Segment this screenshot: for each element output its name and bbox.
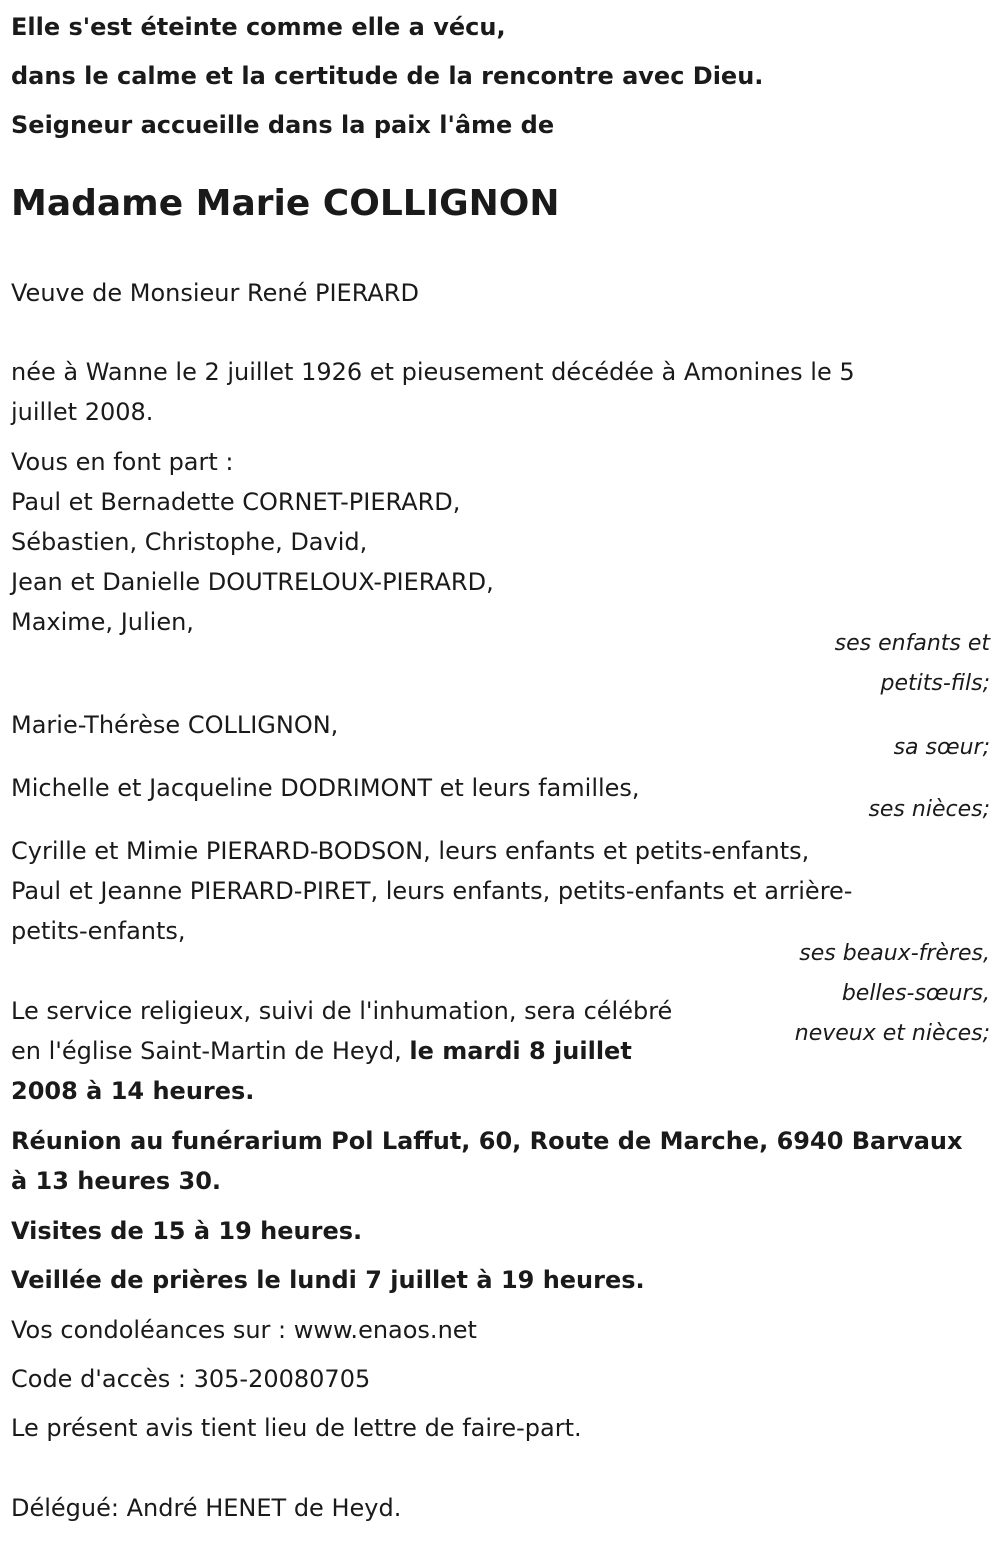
- inlaws-line-2: Paul et Jeanne PIERARD-PIRET, leurs enfants, petits-enfants et arrière-: [11, 877, 853, 905]
- inlaws-relation-1: ses beaux-frères,: [799, 941, 990, 966]
- inlaws-relation-2: belles-sœurs,: [841, 981, 990, 1006]
- inlaws-line-1: Cyrille et Mimie PIERARD-BODSON, leurs enfants et petits-enfants,: [11, 837, 810, 865]
- sister-relation: sa sœur;: [893, 735, 990, 760]
- nieces-relation: ses nièces;: [868, 797, 990, 822]
- inlaws-line-3: petits-enfants,: [11, 917, 186, 945]
- sister-line: Marie-Thérèse COLLIGNON,: [11, 711, 339, 739]
- children-relation-2: petits-fils;: [880, 671, 990, 696]
- service-church: en l'église Saint-Martin de Heyd,: [11, 1037, 410, 1065]
- children-line-1: Paul et Bernadette CORNET-PIERARD,: [11, 488, 461, 516]
- service-line-1: Le service religieux, suivi de l'inhumation, sera célébré: [11, 997, 673, 1025]
- service-date: le mardi 8 juillet: [409, 1037, 632, 1065]
- deceased-name: Madame Marie COLLIGNON: [11, 183, 560, 224]
- nieces-line: Michelle et Jacqueline DODRIMONT et leurs familles,: [11, 774, 640, 802]
- intro-line-1: Elle s'est éteinte comme elle a vécu,: [11, 13, 506, 41]
- children-relation-1: ses enfants et: [834, 631, 990, 656]
- visits-line: Visites de 15 à 19 heures.: [11, 1217, 363, 1245]
- birth-line-2: juillet 2008.: [11, 398, 154, 426]
- vigil-line: Veillée de prières le lundi 7 juillet à 19 heures.: [11, 1266, 645, 1294]
- intro-line-2: dans le calme et la certitude de la rencontre avec Dieu.: [11, 62, 764, 90]
- service-line-3: 2008 à 14 heures.: [11, 1077, 255, 1105]
- notice-line: Le présent avis tient lieu de lettre de faire-part.: [11, 1414, 582, 1442]
- condolences-line: Vos condoléances sur : www.enaos.net: [11, 1316, 477, 1344]
- announce-line: Vous en font part :: [11, 448, 234, 476]
- birth-line-1: née à Wanne le 2 juillet 1926 et pieusement décédée à Amonines le 5: [11, 358, 855, 386]
- children-line-2: Sébastien, Christophe, David,: [11, 528, 368, 556]
- delegate-line: Délégué: André HENET de Heyd.: [11, 1494, 402, 1522]
- widow-line: Veuve de Monsieur René PIERARD: [11, 279, 419, 307]
- intro-line-3: Seigneur accueille dans la paix l'âme de: [11, 111, 555, 139]
- reunion-line-1: Réunion au funérarium Pol Laffut, 60, Route de Marche, 6940 Barvaux: [11, 1127, 963, 1155]
- children-line-4: Maxime, Julien,: [11, 608, 194, 636]
- service-line-2: [11, 1036, 632, 1066]
- access-code-line: Code d'accès : 305-20080705: [11, 1365, 371, 1393]
- children-line-3: Jean et Danielle DOUTRELOUX-PIERARD,: [11, 568, 494, 596]
- reunion-line-2: à 13 heures 30.: [11, 1167, 222, 1195]
- inlaws-relation-3: neveux et nièces;: [794, 1021, 990, 1046]
